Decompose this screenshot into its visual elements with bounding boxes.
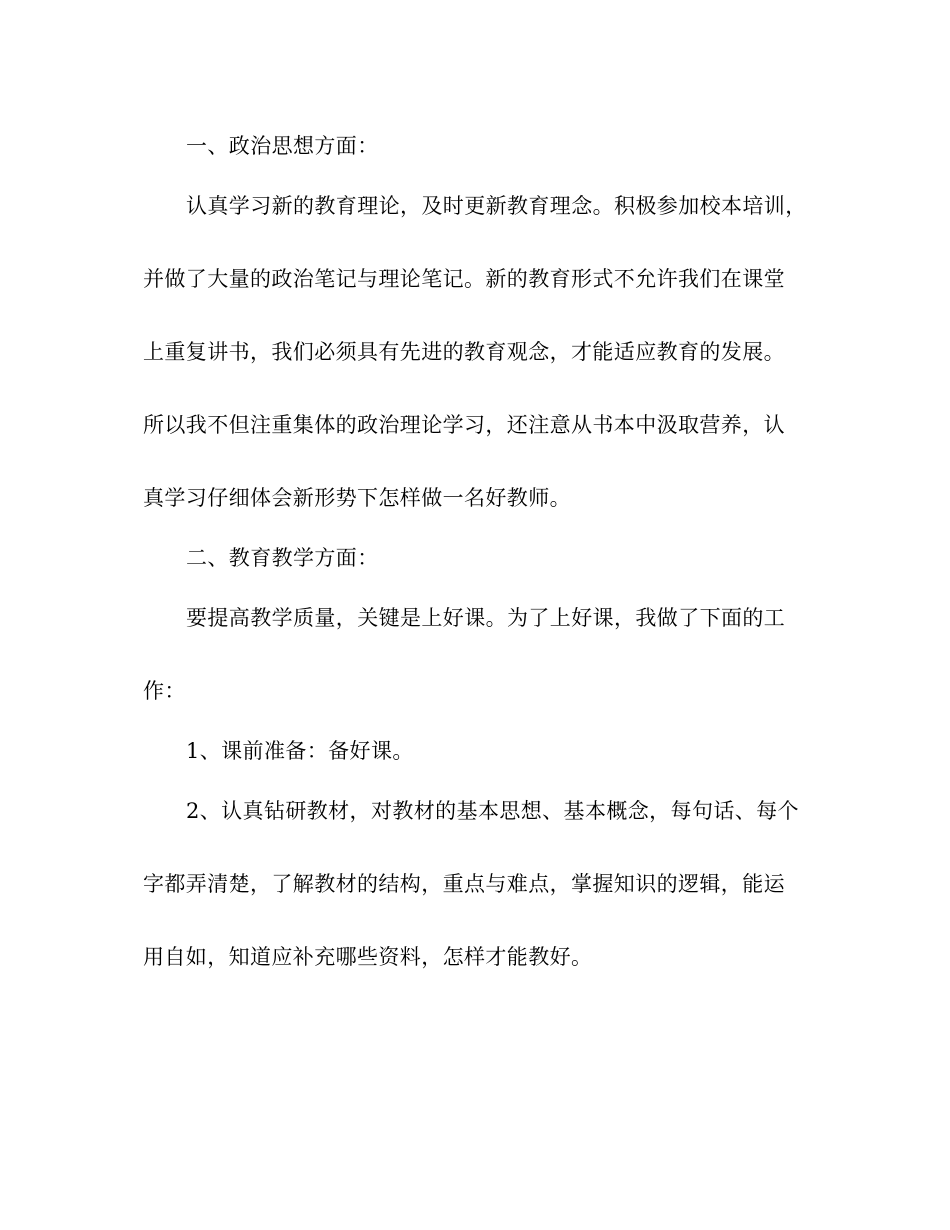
paragraph-line: 用自如，知道应补充哪些资料，怎样才能教好。: [143, 945, 593, 969]
list-item-1: 1、课前准备：备好课。: [186, 739, 414, 763]
list-item-2: 2、认真钻研教材，对教材的基本思想、基本概念，每句话、每个: [186, 799, 799, 823]
section-heading-political: 一、政治思想方面：: [186, 134, 379, 158]
paragraph-line: 上重复讲书，我们必须具有先进的教育观念，才能适应教育的发展。: [143, 340, 785, 364]
paragraph-line: 认真学习新的教育理论，及时更新教育理念。积极参加校本培训，: [186, 194, 807, 218]
paragraph-line: 真学习仔细体会新形势下怎样做一名好教师。: [143, 486, 571, 510]
paragraph-line: 要提高教学质量，关键是上好课。为了上好课，我做了下面的工: [186, 606, 786, 630]
paragraph-line: 作：: [143, 679, 186, 703]
paragraph-line: 所以我不但注重集体的政治理论学习，还注意从书本中汲取营养，认: [143, 413, 785, 437]
section-heading-teaching: 二、教育教学方面：: [186, 546, 379, 570]
paragraph-line: 并做了大量的政治笔记与理论笔记。新的教育形式不允许我们在课堂: [143, 267, 785, 291]
paragraph-line: 字都弄清楚，了解教材的结构，重点与难点，掌握知识的逻辑，能运: [143, 872, 785, 896]
